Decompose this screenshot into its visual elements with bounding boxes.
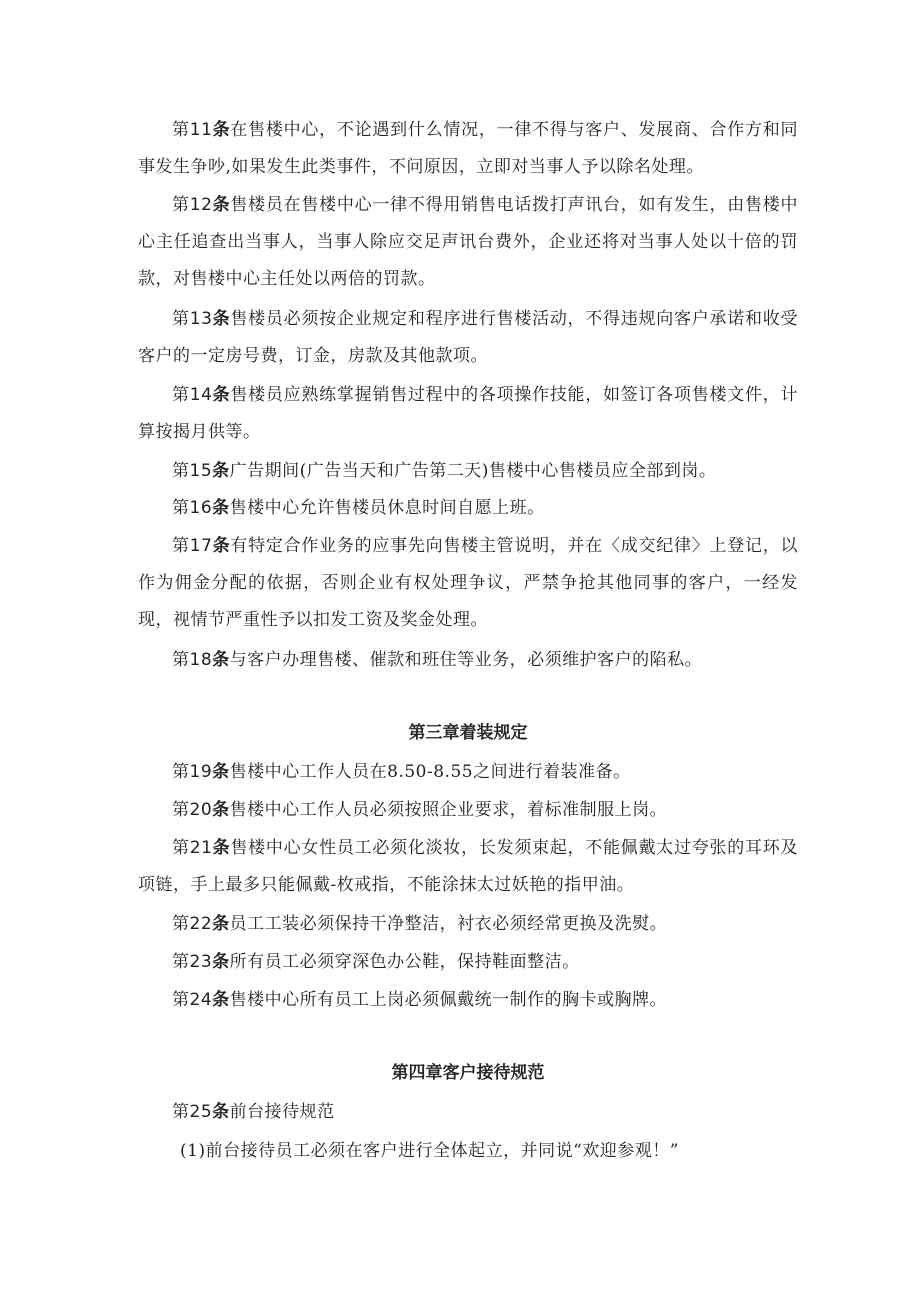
article-text: 售楼中心所有员工上岗必须佩戴统一制作的胸卡或胸牌。: [229, 990, 668, 1010]
article-25: [138, 1094, 798, 1131]
article-text: 售楼中心允许售楼员休息时间自愿上班。: [229, 498, 545, 518]
article-number: 11: [189, 120, 213, 140]
article-11: [138, 112, 798, 186]
article-text: 与客户办理售楼、催款和班住等业务，必须维护客户的陷私。: [229, 650, 703, 670]
article-prefix: 第: [172, 952, 190, 972]
article-13: [138, 301, 798, 375]
article-text: 售楼员必须按企业规定和程序进行售楼活动，不得违规向客户承诺和收受客户的一定房号费，订金，房款及其他款项。: [138, 309, 799, 366]
article-label: 条: [212, 498, 230, 518]
article-label: 条: [212, 309, 231, 329]
article-label: 条: [212, 536, 231, 556]
article-label: 条: [212, 838, 231, 858]
article-text: 在售楼中心，不论遇到什么情况，一律不得与客户、发展商、合作方和同事发生争吵,如果发生此类事件，不问原因，立即对当事人予以除名处理。: [138, 120, 799, 177]
article-number: 20: [189, 800, 213, 820]
article-prefix: 第: [172, 195, 190, 215]
article-label: 条: [212, 952, 230, 972]
chapter-4-heading: 第四章客户接待规范: [391, 1063, 545, 1083]
article-text: 售楼中心工作人员必须按照企业要求，着标准制服上岗。: [229, 800, 668, 820]
article-14: [138, 377, 798, 451]
article-number: 19: [189, 762, 213, 782]
article-label: 条: [212, 1102, 230, 1122]
article-number: 18: [189, 650, 213, 670]
article-text: 售楼员在售楼中心一律不得用销售电话拨打声讯台，如有发生，由售楼中心主任追查出当事人，当事人除应交足声讯台费外，企业还将对当事人处以十倍的罚款，对售楼中心主任处以两倍的罚款。: [138, 195, 799, 289]
article-prefix: 第: [172, 1102, 190, 1122]
article-prefix: 第: [172, 762, 190, 782]
article-label: 条: [212, 461, 230, 481]
article-prefix: 第: [172, 498, 190, 518]
article-prefix: 第: [172, 990, 190, 1010]
article-12: [138, 187, 798, 298]
article-label: 条: [212, 195, 231, 215]
article-number: 22: [189, 914, 213, 934]
article-number: 12: [189, 195, 213, 215]
chapter-3-heading: 第三章着装规定: [408, 723, 528, 743]
article-15: [138, 453, 798, 490]
article-label: 条: [212, 762, 230, 782]
article-label: 条: [212, 800, 230, 820]
article-text: 售楼员应熟练掌握销售过程中的各项操作技能，如签订各项售楼文件，计算按揭月供等。: [138, 385, 799, 442]
article-number: 25: [189, 1102, 213, 1122]
article-22: [138, 906, 798, 943]
article-prefix: 第: [172, 536, 190, 556]
article-number: 23: [189, 952, 213, 972]
article-prefix: 第: [172, 461, 190, 481]
article-16: [138, 490, 798, 527]
article-number: 13: [189, 309, 213, 329]
article-prefix: 第: [172, 650, 190, 670]
article-text: 前台接待规范: [229, 1102, 335, 1122]
article-19: [138, 754, 798, 791]
article-text: 员工工装必须保持干净整洁，衬衣必须经常更换及洗熨。: [229, 914, 668, 934]
article-text: 有特定合作业务的应事先向售楼主管说明，并在〈成交纪律〉上登记，以作为佣金分配的依据，否则企业有权处理争议，严禁争抢其他同事的客户，一经发现，视情节严重性予以扣发工资及奖金处理。: [138, 536, 799, 630]
article-label: 条: [212, 120, 231, 140]
article-number: 24: [189, 990, 213, 1010]
article-18: [138, 642, 798, 679]
article-prefix: 第: [172, 309, 190, 329]
article-label: 条: [212, 385, 231, 405]
article-text: 售楼中心女性员工必须化淡妆，长发须束起，不能佩戴太过夸张的耳环及项链，手上最多只能佩戴-枚戒指，不能涂抹太过妖艳的指甲油。: [138, 838, 799, 895]
article-prefix: 第: [172, 120, 190, 140]
article-text: 售楼中心工作人员在8.50-8.55之间进行着装准备。: [229, 762, 631, 782]
article-number: 21: [189, 838, 213, 858]
article-prefix: 第: [172, 838, 190, 858]
article-label: 条: [212, 650, 230, 670]
article-prefix: 第: [172, 385, 190, 405]
article-text: 所有员工必须穿深色办公鞋，保持鞋面整洁。: [229, 952, 580, 972]
article-17: [138, 528, 798, 639]
article-21: [138, 830, 798, 904]
article-20: [138, 792, 798, 829]
article-prefix: 第: [172, 800, 190, 820]
list-item: (1)前台接待员工必须在客户进行全体起立，并同说“欢迎参观！”: [180, 1141, 679, 1161]
article-23: [138, 944, 798, 981]
article-number: 16: [189, 498, 213, 518]
article-24: [138, 982, 798, 1019]
article-number: 17: [189, 536, 213, 556]
article-prefix: 第: [172, 914, 190, 934]
article-number: 15: [189, 461, 213, 481]
article-text: 广告期间(广告当天和广告第二天)售楼中心售楼员应全部到岗。: [229, 461, 717, 481]
article-label: 条: [212, 914, 230, 934]
article-number: 14: [189, 385, 213, 405]
article-label: 条: [212, 990, 230, 1010]
